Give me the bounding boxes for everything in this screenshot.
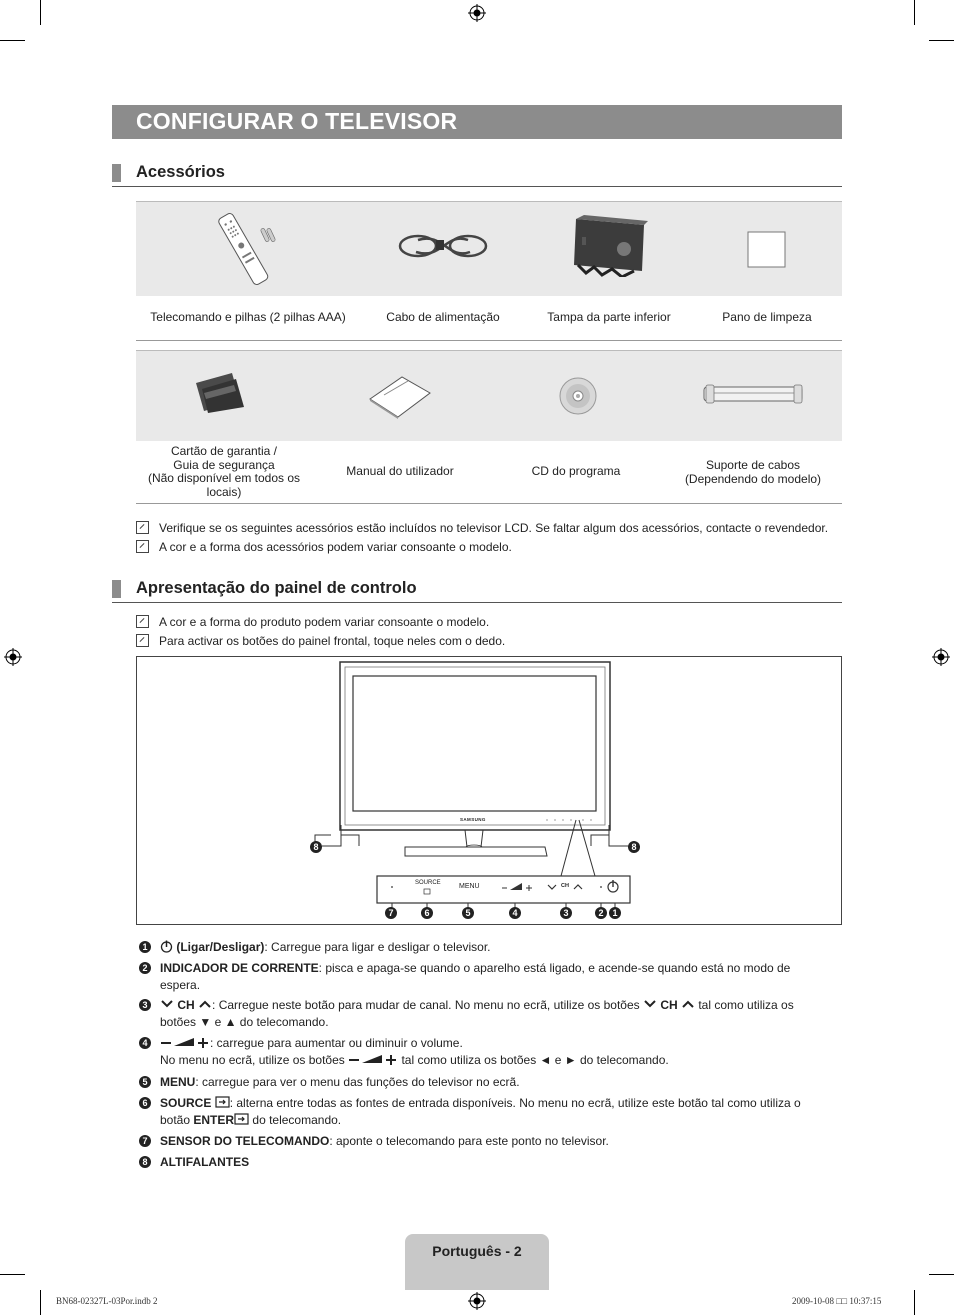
list-number: 3	[139, 999, 151, 1011]
registration-mark-icon	[932, 648, 950, 666]
list-item	[160, 1095, 820, 1128]
accessory-caption: Pano de limpeza	[722, 310, 812, 324]
section-marker	[112, 164, 121, 182]
item-text: : Carregue para ligar e desligar o televisor.	[264, 940, 491, 954]
callout-number: 5	[462, 907, 474, 919]
list-number: 2	[139, 962, 151, 974]
item-text: : pisca e apaga-se quando o aparelho está ligado, e acende-se quando está no modo de	[318, 961, 791, 975]
source-icon	[215, 1096, 230, 1108]
note-text: Para activar os botões do painel frontal, toque neles com o dedo.	[159, 634, 506, 648]
list-number: 4	[139, 1037, 151, 1049]
enter-icon	[234, 1113, 249, 1125]
tv-illustration	[137, 657, 841, 924]
note	[136, 634, 505, 648]
accessory-caption	[664, 459, 842, 486]
source-label: SOURCE	[415, 880, 441, 886]
section-heading-accessories	[112, 162, 842, 187]
registration-mark-icon	[4, 648, 22, 666]
accessory-caption	[136, 445, 312, 499]
crop-mark	[929, 1274, 954, 1275]
bottom-cover-icon	[568, 215, 648, 277]
callout-number: 1	[609, 907, 621, 919]
page-title-bar	[112, 105, 842, 139]
crop-mark	[0, 40, 25, 41]
item-bold: INDICADOR DE CORRENTE	[160, 961, 319, 975]
note-text: A cor e a forma do produto podem variar consoante o modelo.	[159, 615, 490, 629]
accessory-caption: Manual do utilizador	[346, 464, 454, 478]
crop-mark	[40, 0, 41, 25]
list-item	[160, 997, 820, 1030]
callout-number: 4	[509, 907, 521, 919]
list-number: 6	[139, 1097, 151, 1109]
chevron-up-icon	[198, 999, 212, 1009]
warranty-card-icon	[194, 371, 246, 413]
accessory-caption: Cabo de alimentação	[386, 310, 500, 324]
page-number-tab	[405, 1234, 549, 1290]
caption-line: Suporte de cabos	[705, 458, 801, 472]
note	[136, 615, 489, 629]
list-item	[160, 939, 820, 956]
chevron-down-icon	[160, 999, 174, 1009]
item-text: : carregue para ver o menu das funções do televisor no ecrã.	[195, 1075, 520, 1089]
section-marker	[112, 580, 121, 598]
volume-icon	[348, 1054, 398, 1065]
accessory-caption: Telecomando e pilhas (2 pilhas AAA)	[150, 310, 346, 324]
item-bold: SOURCE	[160, 1096, 212, 1110]
note-icon	[136, 634, 149, 647]
cable-holder-icon	[702, 383, 806, 405]
crop-mark	[40, 1290, 41, 1315]
callout-number: 8	[310, 841, 322, 853]
cd-icon	[559, 377, 597, 415]
note-icon	[136, 521, 149, 534]
item-bold: CH	[660, 998, 678, 1012]
item-text: tal como utiliza os	[698, 998, 794, 1012]
note	[136, 521, 828, 535]
divider	[136, 503, 842, 504]
accessory-caption: CD do programa	[531, 464, 621, 478]
list-item	[160, 1035, 820, 1068]
list-item	[160, 960, 820, 993]
section-title: Acessórios	[136, 163, 225, 181]
item-text: : carregue para aumentar ou diminuir o volume.	[210, 1036, 463, 1050]
divider	[136, 340, 842, 341]
list-number: 1	[139, 941, 151, 953]
manual-icon	[368, 373, 432, 419]
crop-mark	[929, 40, 954, 41]
list-number: 8	[139, 1156, 151, 1168]
item-bold: MENU	[160, 1075, 196, 1089]
item-text: : aponte o telecomando para este ponto no televisor.	[329, 1134, 609, 1148]
list-number: 5	[139, 1076, 151, 1088]
item-text: : Carregue neste botão para mudar de canal. No menu no ecrã, utilize os botões	[212, 998, 640, 1012]
section-title: Apresentação do painel de controlo	[136, 579, 417, 597]
note-text: Verifique se os seguintes acessórios estão incluídos no televisor LCD. Se faltar algum dos acessórios, contacte o revendedor.	[159, 521, 829, 535]
menu-label: MENU	[459, 883, 480, 890]
caption-line: Guia de segurança	[173, 457, 275, 472]
print-slug-right: 2009-10-08 □□ 10:37:15	[792, 1296, 882, 1306]
print-slug-left: BN68-02327L-03Por.indb 2	[56, 1296, 158, 1306]
registration-mark-icon	[468, 4, 486, 22]
accessory-caption: Tampa da parte inferior	[547, 310, 671, 324]
list-item	[160, 1154, 820, 1171]
registration-mark-icon	[468, 1292, 486, 1310]
chevron-down-icon	[643, 999, 657, 1009]
item-bold: (Ligar/Desligar)	[176, 940, 265, 954]
note-text: A cor e a forma dos acessórios podem variar consoante o modelo.	[159, 540, 512, 554]
power-icon	[160, 940, 173, 953]
item-bold: SENSOR DO TELECOMANDO	[160, 1134, 330, 1148]
volume-icon	[160, 1037, 210, 1048]
cloth-icon	[747, 231, 787, 269]
control-panel-diagram	[136, 656, 842, 925]
callout-number: 7	[385, 907, 397, 919]
section-heading-control-panel	[112, 578, 842, 603]
item-text: espera.	[160, 977, 201, 992]
list-number: 7	[139, 1135, 151, 1147]
note-icon	[136, 615, 149, 628]
callout-number: 2	[595, 907, 607, 919]
caption-line: Cartão de garantia /	[170, 444, 278, 458]
item-text: : alterna entre todas as fontes de entrada disponíveis. No menu no ecrã, utilize este botão tal como utiliza o	[229, 1096, 801, 1110]
callout-number: 3	[560, 907, 572, 919]
item-text: botão	[160, 1112, 191, 1127]
item-text: do telecomando.	[252, 1112, 342, 1127]
page-number: Português - 2	[432, 1243, 522, 1259]
list-item	[160, 1074, 820, 1091]
crop-mark	[914, 0, 915, 25]
crop-mark	[0, 1274, 25, 1275]
caption-line: locais)	[206, 484, 242, 499]
caption-line: (Dependendo do modelo)	[684, 471, 822, 486]
list-item	[160, 1133, 820, 1150]
callout-number: 6	[421, 907, 433, 919]
note-icon	[136, 540, 149, 553]
caption-line: (Não disponível em todos os	[147, 471, 301, 485]
item-bold: ENTER	[193, 1112, 235, 1127]
crop-mark	[914, 1290, 915, 1315]
page-title: CONFIGURAR O TELEVISOR	[136, 108, 458, 134]
callout-number: 8	[628, 841, 640, 853]
ch-label: CH	[561, 883, 569, 889]
item-bold: ALTIFALANTES	[160, 1155, 250, 1169]
note	[136, 540, 512, 554]
item-bold: CH	[177, 998, 195, 1012]
item-text: No menu no ecrã, utilize os botões	[160, 1052, 345, 1067]
remote-icon	[205, 208, 285, 288]
item-text: botões ▼ e ▲ do telecomando.	[160, 1014, 329, 1029]
item-text: tal como utiliza os botões ◄ e ► do telecomando.	[401, 1052, 669, 1067]
brand-logo: SAMSUNG	[460, 817, 486, 822]
chevron-up-icon	[681, 999, 695, 1009]
power-cable-icon	[398, 226, 490, 266]
